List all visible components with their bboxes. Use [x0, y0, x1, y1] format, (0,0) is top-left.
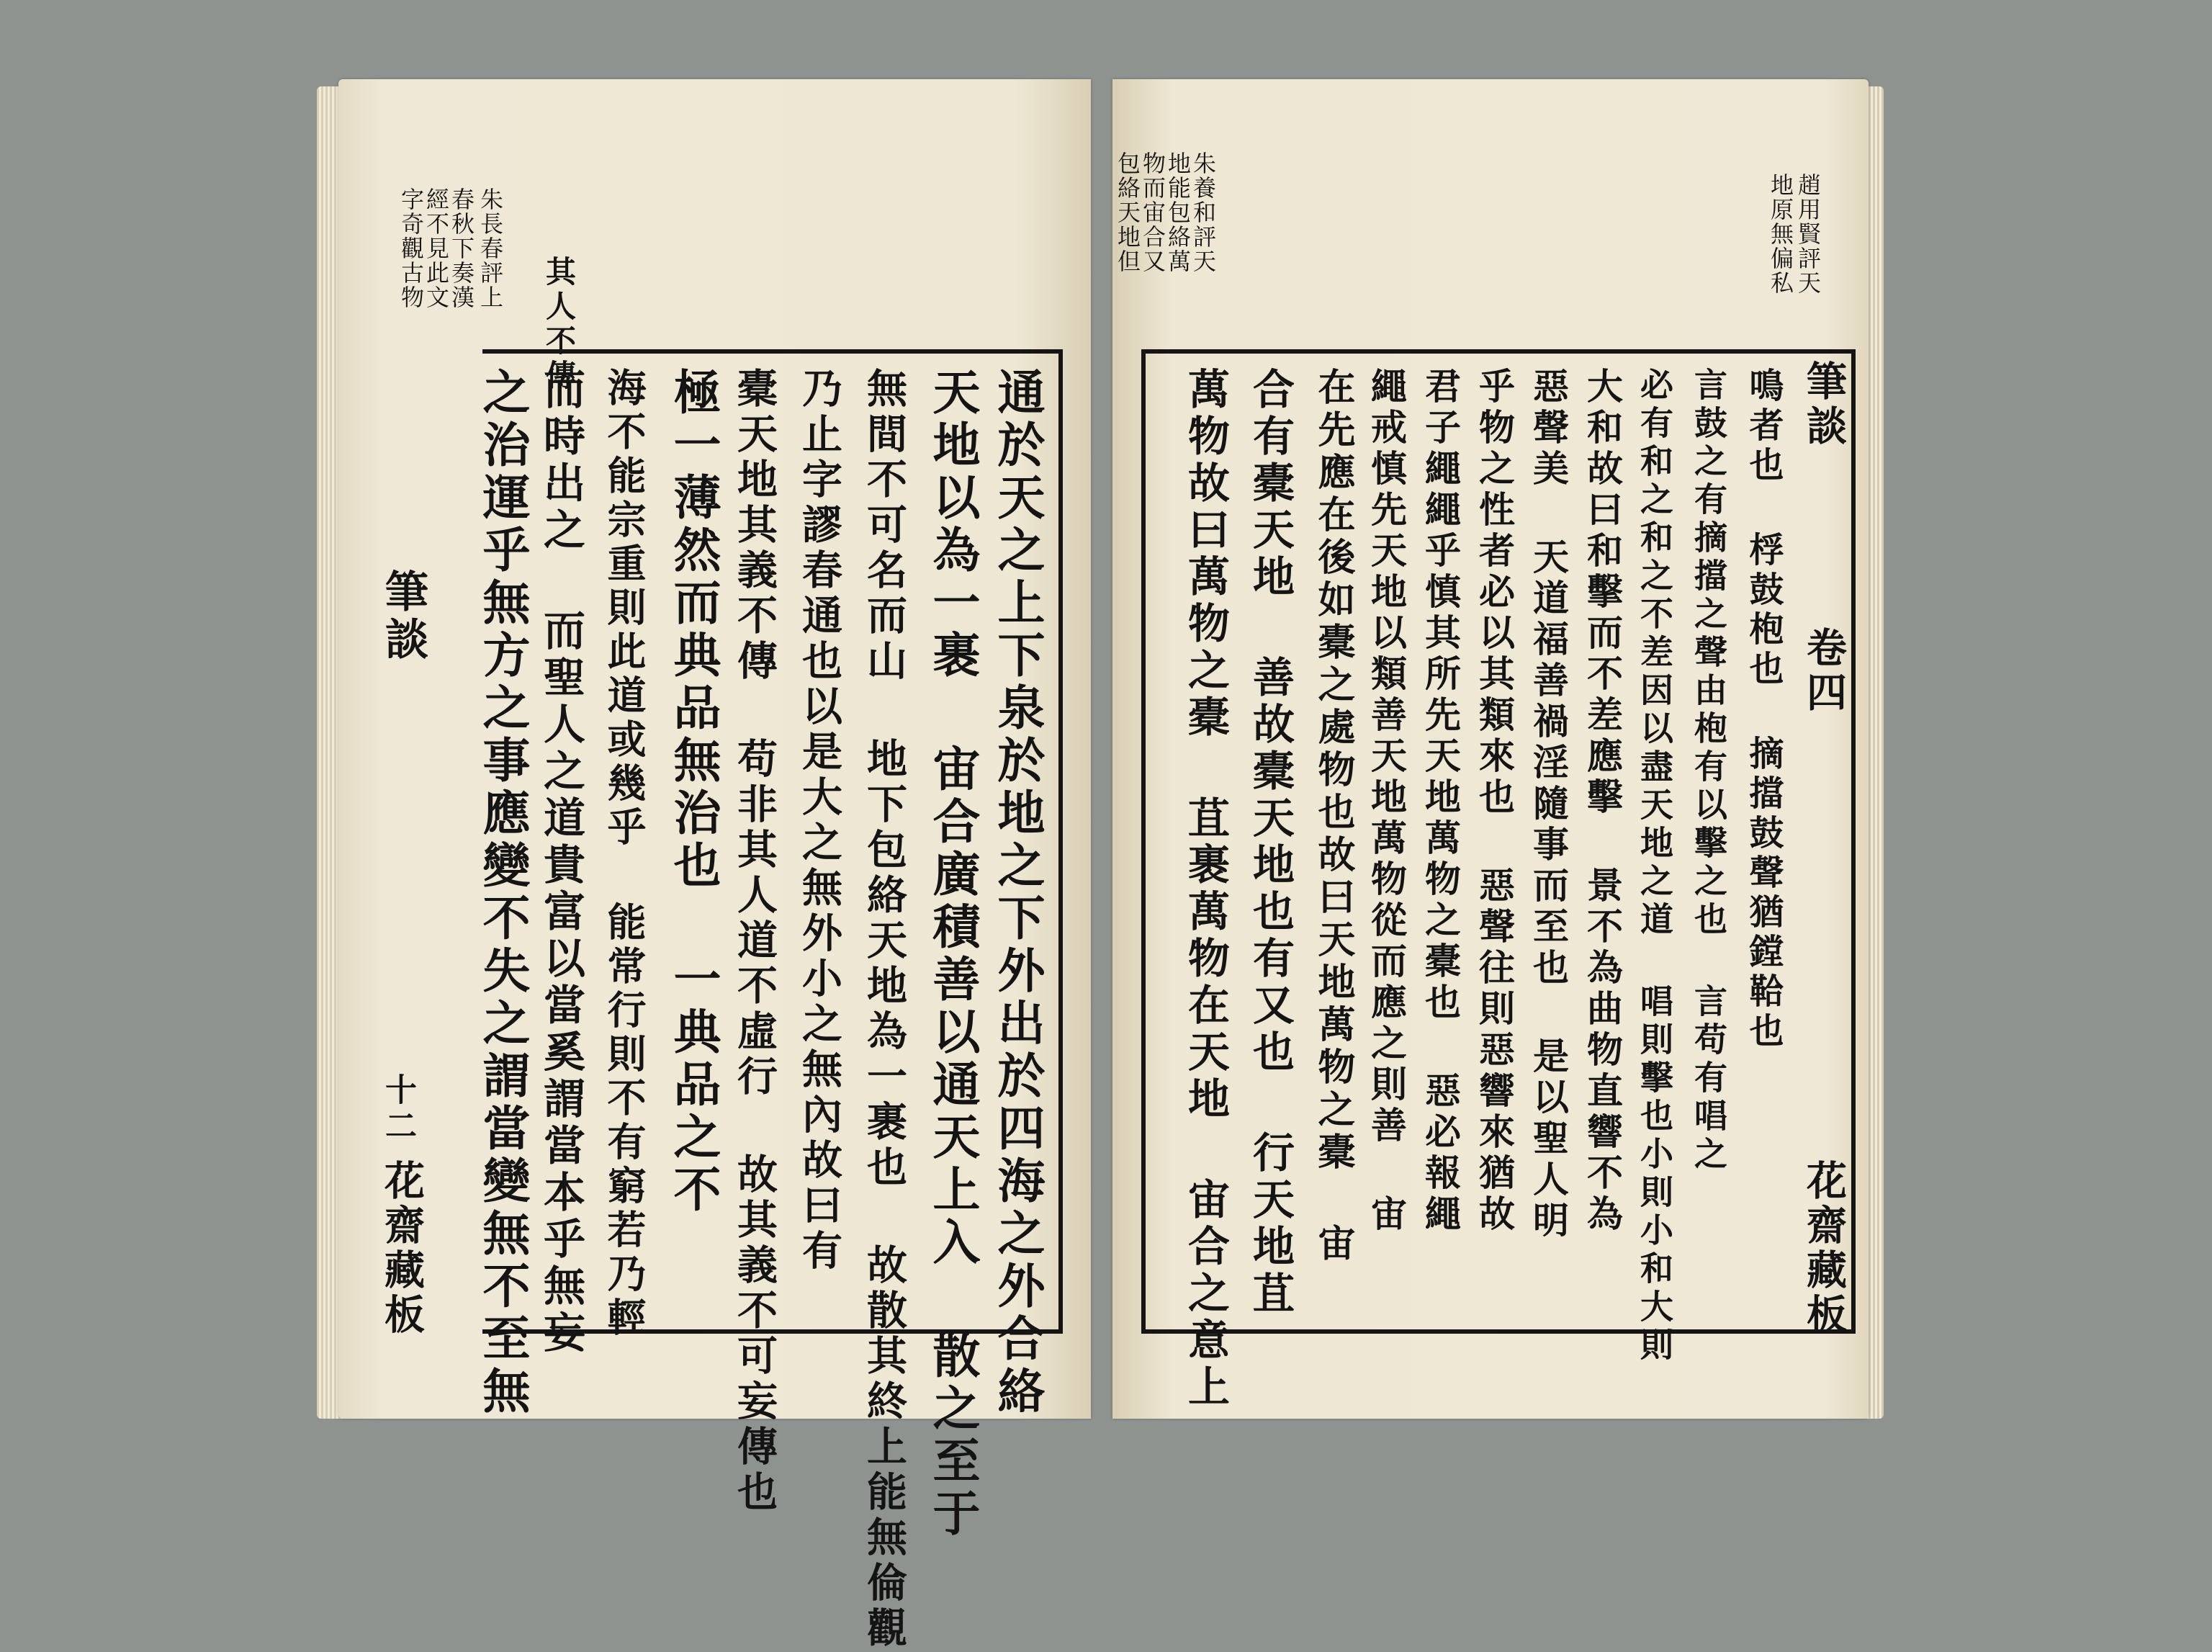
right-page — [1112, 79, 1869, 1419]
text-column: 鳴者也 桴鼓枹也 摘擋鼓聲猶鏜鞈也 — [1743, 367, 1784, 1052]
text-column: 無間不可名而山 地下包絡天地為一裹也 故散其終上能無倫觀 — [860, 367, 908, 1652]
text-column: 言鼓之有摘擋之聲由枹有以擊之也 言苟有唱之 — [1689, 367, 1728, 1175]
text-column: 通於天之上下泉於地之下外出於四海之外合絡 — [989, 367, 1046, 1419]
folio-number: 十二 — [379, 1073, 416, 1145]
juan-label: 卷四 — [1800, 627, 1848, 716]
text-column: 乃止字謬春通也以是大之無外小之無內故曰有 — [796, 367, 843, 1275]
upper-note-3: 經不見此文 — [423, 187, 450, 310]
text-column: 繩戒慎先天地以類善天地萬物從而應之則善 宙 — [1365, 367, 1408, 1236]
upper-note-2: 春秋下奏漢 — [448, 187, 475, 310]
upper-note-a4: 包絡天地但 — [1114, 151, 1141, 274]
volume-title: 筆談 — [1800, 360, 1848, 449]
upper-note-b1: 趙用賢評天 — [1794, 173, 1822, 295]
upper-note-a3: 物而宙合又 — [1139, 151, 1166, 274]
upper-note-4: 字奇觀古物 — [397, 187, 425, 310]
left-page — [338, 79, 1091, 1652]
text-column: 合有橐天地 善故橐天地也有又也 行天地苴 — [1246, 367, 1295, 1318]
text-column: 在先應在後如橐之處物也故曰天地萬物之橐 宙 — [1311, 367, 1355, 1266]
publisher-mark: 花齋藏板 — [1800, 1159, 1848, 1338]
text-column: 君子繩繩乎慎其所先天地萬物之橐也 惡必報繩 — [1419, 367, 1462, 1236]
text-column: 橐天地其義不傳 苟非其人道不虛行 故其義不可妄傳也 — [731, 367, 778, 1516]
publisher-mark: 花齋藏板 — [378, 1159, 426, 1338]
text-column: 之治運乎無方之事應變不失之謂當變無不至無 — [475, 367, 531, 1419]
fold-title: 筆談 — [378, 569, 428, 664]
upper-note-b2: 地原無偏私 — [1767, 173, 1794, 295]
text-column: 極一薄然而典品無治也 一典品之不 — [665, 367, 721, 1217]
text-column: 海不能宗重則此道或幾乎 能常行則不有窮若乃輕 — [601, 367, 647, 1341]
text-column: 惡聲美 天道福善禍淫隨事而至也 是以聖人明 — [1527, 367, 1570, 1242]
upper-note-a2: 地能包絡萬 — [1164, 151, 1192, 274]
text-column: 萬物故曰萬物之橐 苴裹萬物在天地 宙合之意上 — [1181, 367, 1230, 1411]
text-column: 天地以為一裹 宙合廣積善以通天上入 散之至于 — [925, 367, 981, 1541]
text-column: 乎物之性者必以其類來也 惡聲往則惡響來猶故 — [1473, 367, 1516, 1236]
text-column: 而時出之 而聖人之道貴富以當奚謂當本乎無妄 — [536, 367, 585, 1357]
upper-note-1: 朱長春評上 — [477, 187, 504, 310]
text-column: 必有和之和之不差因以盡天地之道 唱則擊也小則小和大則 — [1635, 367, 1674, 1365]
left-margin-header: 其人不傳 — [541, 256, 577, 394]
open-book — [317, 79, 1879, 1652]
upper-note-a1: 朱養和評天 — [1190, 151, 1217, 274]
text-column: 大和故曰和擊而不差應擊 景不為曲物直響不為 — [1581, 367, 1624, 1236]
